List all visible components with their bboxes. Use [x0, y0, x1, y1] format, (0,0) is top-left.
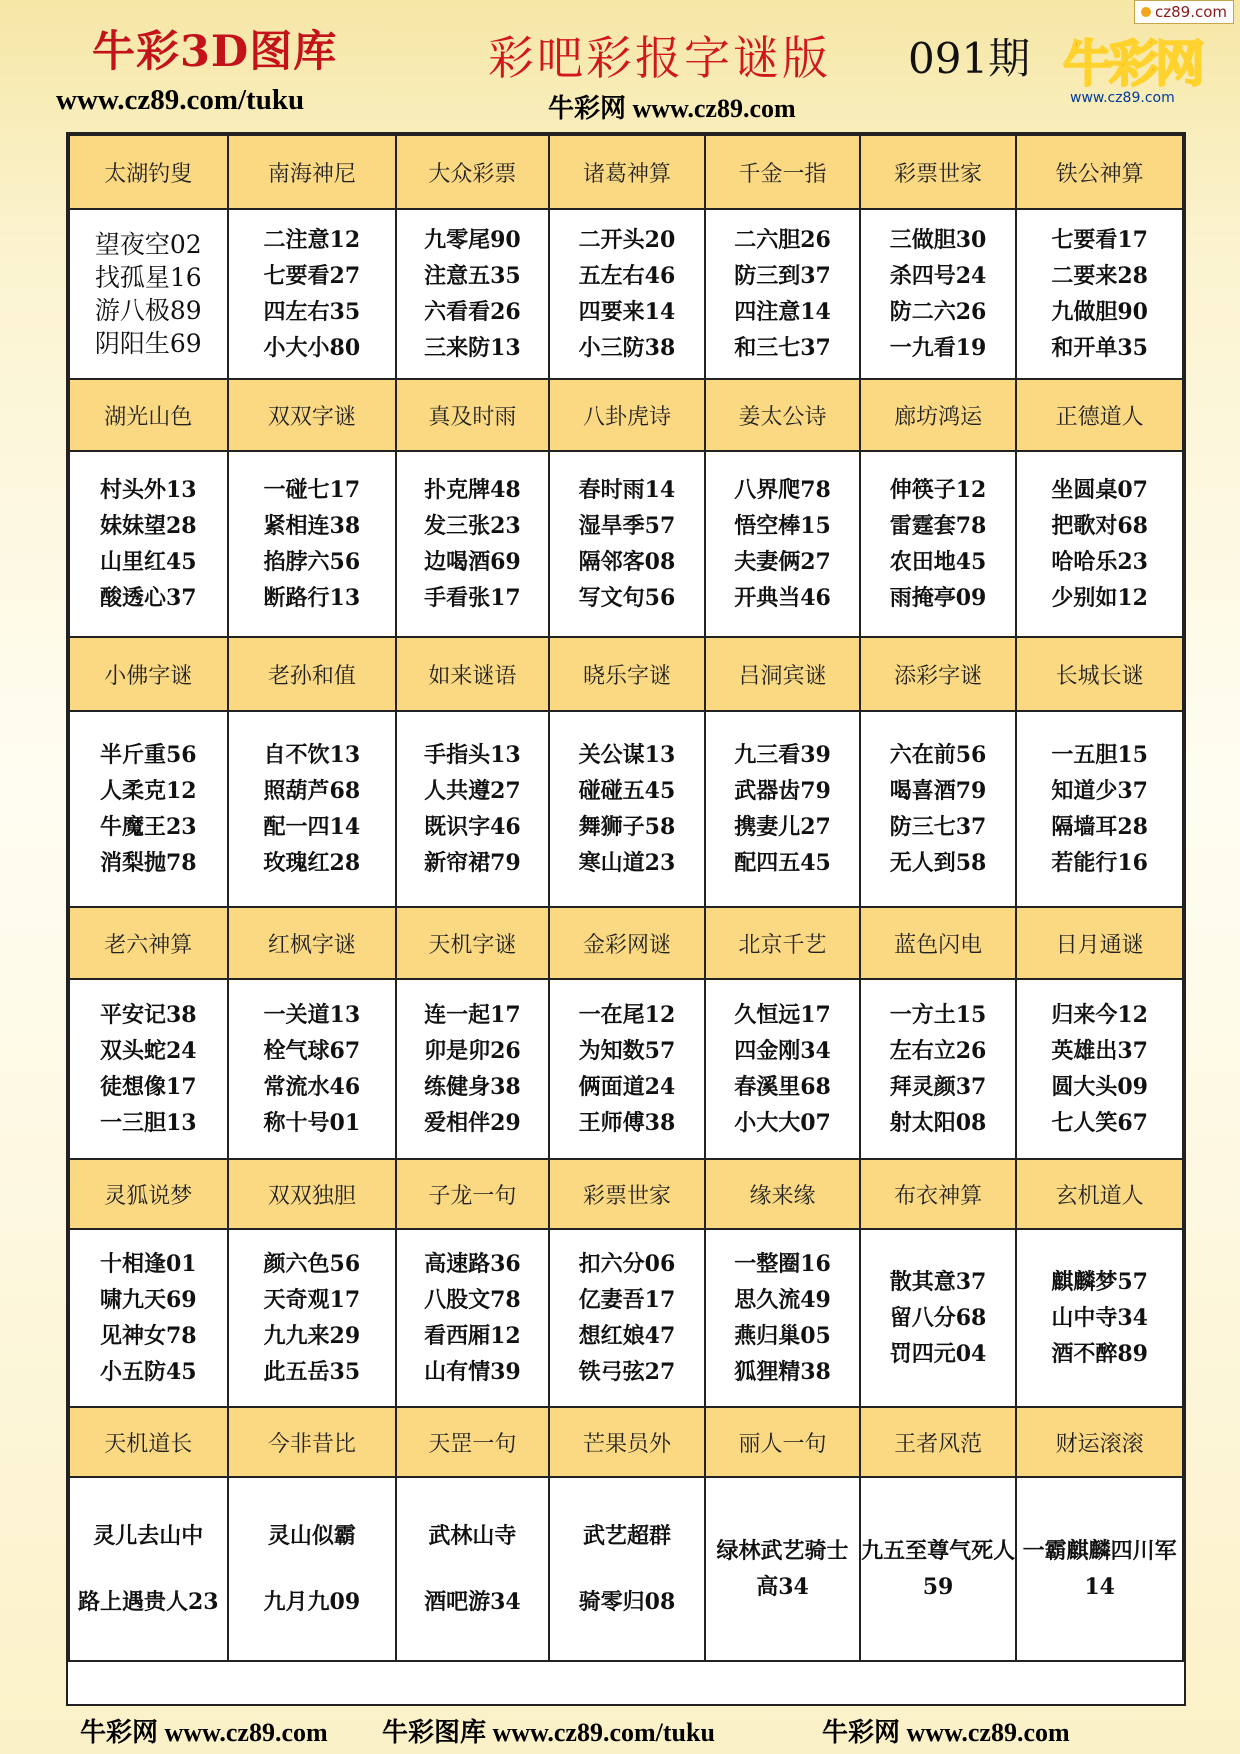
puzzle-line: 八界爬78	[734, 477, 831, 503]
puzzle-line: 哈哈乐23	[1051, 549, 1148, 575]
puzzle-cell	[549, 1229, 706, 1407]
predictor-name: 千金一指	[705, 135, 860, 209]
logo-text: 牛彩网	[1063, 35, 1201, 93]
puzzle-line: 掐脖六56	[263, 549, 361, 575]
puzzle-line: 射太阳08	[889, 1110, 987, 1136]
puzzle-table-container	[66, 132, 1186, 1706]
puzzle-line: 携妻儿27	[734, 814, 831, 840]
puzzle-cell	[396, 711, 549, 907]
puzzle-line: 麒麟梦57	[1051, 1269, 1148, 1295]
puzzle-line: 四金刚34	[734, 1038, 831, 1064]
puzzle-cell	[860, 1229, 1017, 1407]
puzzle-line: 圆大头09	[1051, 1074, 1148, 1100]
puzzle-line: 紧相连38	[263, 513, 361, 539]
puzzle-line: 一关道13	[263, 1002, 361, 1028]
puzzle-line: 悟空棒15	[734, 513, 831, 539]
puzzle-line: 一五胆15	[1051, 742, 1148, 768]
puzzle-line: 小大大07	[734, 1110, 831, 1136]
puzzle-line: 留八分68	[889, 1305, 987, 1331]
puzzle-line: 湿旱季57	[578, 513, 676, 539]
puzzle-line: 春溪里68	[734, 1074, 831, 1100]
puzzle-cell	[396, 209, 549, 379]
puzzle-line: 散其意37	[889, 1269, 987, 1295]
predictor-name: 缘来缘	[705, 1159, 860, 1229]
puzzle-line: 栓气球67	[263, 1038, 361, 1064]
puzzle-cell	[705, 711, 860, 907]
predictor-name: 金彩网谜	[549, 907, 706, 979]
puzzle-line: 开典当46	[734, 585, 831, 611]
puzzle-cell	[228, 711, 397, 907]
puzzle-line: 一在尾12	[578, 1002, 676, 1028]
puzzle-line: 连一起17	[424, 1002, 521, 1028]
predictor-name: 日月通谜	[1016, 907, 1183, 979]
puzzle-line: 归来今12	[1051, 1002, 1148, 1028]
puzzle-line: 高速路36	[424, 1251, 521, 1277]
puzzle-line: 发三张23	[424, 513, 521, 539]
content-row	[69, 711, 1183, 907]
puzzle-line: 天奇观17	[263, 1287, 361, 1313]
puzzle-line: 王师傅38	[578, 1110, 676, 1136]
puzzle-line: 九五至尊气死人59	[861, 1538, 1016, 1600]
predictor-name: 真及时雨	[396, 379, 549, 451]
puzzle-line: 酒不醉89	[1051, 1341, 1148, 1367]
predictor-name: 双双字谜	[228, 379, 397, 451]
site-favicon-icon	[1141, 7, 1151, 17]
predictor-name: 吕洞宾谜	[705, 637, 860, 711]
puzzle-line: 亿妻吾17	[578, 1287, 676, 1313]
predictor-name: 长城长谜	[1016, 637, 1183, 711]
puzzle-line: 无人到58	[889, 850, 987, 876]
puzzle-line: 小大小80	[263, 335, 361, 361]
puzzle-cell	[549, 209, 706, 379]
puzzle-line: 二开头20	[578, 227, 676, 253]
puzzle-line: 村头外13	[99, 477, 197, 503]
puzzle-line: 颜六色56	[263, 1251, 361, 1277]
header-row	[69, 1407, 1183, 1477]
puzzle-line: 八股文78	[424, 1287, 521, 1313]
puzzle-line: 想红娘47	[578, 1323, 676, 1349]
puzzle-line: 武器齿79	[734, 778, 831, 804]
puzzle-line: 杀四号24	[889, 263, 987, 289]
predictor-name: 丽人一句	[705, 1407, 860, 1477]
puzzle-line: 酸透心37	[99, 585, 197, 611]
puzzle-line: 把歌对68	[1051, 513, 1148, 539]
puzzle-line: 灵儿去山中	[93, 1523, 204, 1549]
puzzle-cell	[705, 209, 860, 379]
puzzle-line: 喝喜酒79	[889, 778, 987, 804]
puzzle-line: 此五岳35	[263, 1359, 361, 1385]
puzzle-line: 双头蛇24	[99, 1038, 197, 1064]
puzzle-line: 坐圆桌07	[1051, 477, 1148, 503]
puzzle-line: 夫妻俩27	[734, 549, 831, 575]
puzzle-line: 绿林武艺骑士高34	[716, 1538, 849, 1600]
puzzle-line: 啸九天69	[99, 1287, 197, 1313]
puzzle-line: 游八极89	[94, 296, 202, 325]
footer-link-left[interactable]: 牛彩网 www.cz89.com	[80, 1718, 328, 1747]
predictor-name: 天罡一句	[396, 1407, 549, 1477]
predictor-name: 玄机道人	[1016, 1159, 1183, 1229]
predictor-name: 灵狐说梦	[69, 1159, 228, 1229]
puzzle-line: 扣六分06	[578, 1251, 676, 1277]
puzzle-line: 照葫芦68	[263, 778, 361, 804]
puzzle-line: 小三防38	[578, 335, 676, 361]
puzzle-line: 碰碰五45	[578, 778, 676, 804]
puzzle-line: 望夜空02	[94, 230, 202, 259]
predictor-name: 添彩字谜	[860, 637, 1017, 711]
puzzle-line: 知道少37	[1051, 778, 1148, 804]
puzzle-line: 二六胆26	[734, 227, 831, 253]
issue-number: 091期	[908, 34, 1031, 83]
predictor-name: 双双独胆	[228, 1159, 397, 1229]
puzzle-line: 练健身38	[424, 1074, 521, 1100]
puzzle-line: 六看看26	[424, 299, 521, 325]
puzzle-line: 防三七37	[889, 814, 987, 840]
puzzle-line: 春时雨14	[578, 477, 676, 503]
puzzle-line: 农田地45	[889, 549, 987, 575]
puzzle-line: 若能行16	[1051, 850, 1148, 876]
predictor-name: 如来谜语	[396, 637, 549, 711]
corner-url-badge[interactable]	[1134, 0, 1234, 24]
puzzle-line: 消梨抛78	[99, 850, 197, 876]
puzzle-line: 配四五45	[734, 850, 831, 876]
puzzle-line: 妹妹望28	[99, 513, 197, 539]
puzzle-line: 自不饮13	[263, 742, 361, 768]
puzzle-line: 防三到37	[734, 263, 831, 289]
puzzle-line: 思久流49	[734, 1287, 831, 1313]
footer-link-middle[interactable]: 牛彩图库 www.cz89.com/tuku	[382, 1718, 715, 1747]
predictor-name: 王者风范	[860, 1407, 1017, 1477]
puzzle-cell	[1016, 1477, 1183, 1661]
puzzle-cell	[396, 1477, 549, 1661]
predictor-name: 老孙和值	[228, 637, 397, 711]
puzzle-line: 骑零归08	[578, 1589, 676, 1615]
puzzle-cell	[549, 979, 706, 1159]
puzzle-line: 手看张17	[424, 585, 521, 611]
predictor-name: 财运滚滚	[1016, 1407, 1183, 1477]
puzzle-line: 狐狸精38	[734, 1359, 831, 1385]
footer-link-right[interactable]: 牛彩网 www.cz89.com	[822, 1718, 1070, 1747]
puzzle-cell	[228, 209, 397, 379]
predictor-name: 今非昔比	[228, 1407, 397, 1477]
puzzle-line: 雷霆套78	[889, 513, 987, 539]
puzzle-line: 灵山似霸	[267, 1523, 356, 1549]
puzzle-cell	[549, 1477, 706, 1661]
puzzle-line: 九月九09	[263, 1589, 361, 1615]
puzzle-cell	[228, 1229, 397, 1407]
puzzle-line: 左右立26	[889, 1038, 987, 1064]
puzzle-line: 关公谋13	[578, 742, 676, 768]
puzzle-line: 找孤星16	[94, 263, 202, 292]
puzzle-line: 扑克牌48	[424, 477, 521, 503]
puzzle-line: 十相逢01	[99, 1251, 197, 1277]
puzzle-line: 路上遇贵人23	[77, 1589, 219, 1615]
corner-url-text: cz89.com	[1154, 3, 1227, 21]
puzzle-line: 既识字46	[424, 814, 521, 840]
puzzle-line: 隔墙耳28	[1051, 814, 1148, 840]
puzzle-line: 三来防13	[424, 335, 521, 361]
puzzle-cell	[396, 1229, 549, 1407]
predictor-name: 小佛字谜	[69, 637, 228, 711]
puzzle-line: 平安记38	[99, 1002, 197, 1028]
predictor-name: 晓乐字谜	[549, 637, 706, 711]
logo-url: www.cz89.com	[1070, 90, 1175, 106]
puzzle-cell	[860, 711, 1017, 907]
predictor-name: 诸葛神算	[549, 135, 706, 209]
puzzle-line: 一霸麒麟四川军14	[1022, 1538, 1177, 1600]
puzzle-cell	[396, 979, 549, 1159]
puzzle-line: 写文句56	[578, 585, 676, 611]
puzzle-line: 伸筷子12	[889, 477, 987, 503]
puzzle-line: 山中寺34	[1051, 1305, 1148, 1331]
puzzle-line: 边喝酒69	[424, 549, 521, 575]
predictor-name: 太湖钓叟	[69, 135, 228, 209]
puzzle-cell	[860, 1477, 1017, 1661]
puzzle-cell	[396, 451, 549, 637]
puzzle-cell	[705, 1477, 860, 1661]
puzzle-line: 为知数57	[578, 1038, 676, 1064]
puzzle-line: 英雄出37	[1051, 1038, 1148, 1064]
site-gallery-title: 牛彩3D图库	[92, 27, 338, 77]
puzzle-cell	[860, 451, 1017, 637]
puzzle-line: 小五防45	[99, 1359, 197, 1385]
puzzle-line: 爱相伴29	[424, 1110, 521, 1136]
puzzle-line: 人柔克12	[99, 778, 197, 804]
puzzle-line: 拜灵颜37	[889, 1074, 987, 1100]
puzzle-line: 寒山道23	[578, 850, 676, 876]
puzzle-line: 武林山寺	[428, 1523, 517, 1549]
puzzle-cell	[1016, 451, 1183, 637]
puzzle-cell	[1016, 711, 1183, 907]
predictor-name: 南海神尼	[228, 135, 397, 209]
predictor-name: 天机字谜	[396, 907, 549, 979]
predictor-name: 大众彩票	[396, 135, 549, 209]
puzzle-cell	[549, 711, 706, 907]
puzzle-line: 铁弓弦27	[578, 1359, 676, 1385]
puzzle-line: 燕归巢05	[734, 1323, 831, 1349]
site-url[interactable]: 牛彩网 www.cz89.com	[548, 94, 796, 123]
puzzle-cell	[705, 979, 860, 1159]
puzzle-line: 俩面道24	[578, 1074, 676, 1100]
puzzle-cell	[860, 209, 1017, 379]
puzzle-cell	[69, 209, 228, 379]
predictor-name: 蓝色闪电	[860, 907, 1017, 979]
puzzle-line: 常流水46	[263, 1074, 361, 1100]
puzzle-line: 卯是卯26	[424, 1038, 521, 1064]
predictor-name: 彩票世家	[860, 135, 1017, 209]
puzzle-cell	[705, 451, 860, 637]
puzzle-line: 称十号01	[263, 1110, 361, 1136]
content-row	[69, 1477, 1183, 1661]
header-row	[69, 907, 1183, 979]
header-row	[69, 379, 1183, 451]
puzzle-cell	[705, 1229, 860, 1407]
puzzle-line: 阴阳生69	[94, 329, 202, 358]
page-title: 彩吧彩报字谜版	[488, 31, 831, 85]
puzzle-cell	[1016, 1229, 1183, 1407]
puzzle-cell	[549, 451, 706, 637]
puzzle-line: 一方土15	[889, 1002, 987, 1028]
puzzle-line: 防二六26	[889, 299, 987, 325]
puzzle-line: 二注意12	[263, 227, 361, 253]
content-row	[69, 1229, 1183, 1407]
puzzle-line: 山里红45	[99, 549, 197, 575]
predictor-name: 布衣神算	[860, 1159, 1017, 1229]
puzzle-line: 断路行13	[263, 585, 361, 611]
header-row	[69, 637, 1183, 711]
predictor-name: 廊坊鸿运	[860, 379, 1017, 451]
puzzle-line: 少别如12	[1051, 585, 1148, 611]
puzzle-line: 和开单35	[1051, 335, 1148, 361]
puzzle-line: 七人笑67	[1051, 1110, 1148, 1136]
puzzle-line: 九三看39	[734, 742, 831, 768]
puzzle-line: 七要看27	[263, 263, 361, 289]
puzzle-line: 舞狮子58	[578, 814, 676, 840]
puzzle-cell	[860, 979, 1017, 1159]
puzzle-line: 武艺超群	[582, 1523, 671, 1549]
puzzle-line: 雨掩亭09	[889, 585, 987, 611]
puzzle-line: 牛魔王23	[99, 814, 197, 840]
puzzle-line: 新帘裙79	[424, 850, 521, 876]
puzzle-line: 隔邻客08	[578, 549, 676, 575]
predictor-name: 湖光山色	[69, 379, 228, 451]
puzzle-line: 九九来29	[263, 1323, 361, 1349]
puzzle-cell	[69, 1477, 228, 1661]
gallery-url[interactable]: www.cz89.com/tuku	[56, 84, 305, 116]
predictor-name: 芒果员外	[549, 1407, 706, 1477]
puzzle-line: 九做胆90	[1051, 299, 1148, 325]
puzzle-line: 人共遵27	[424, 778, 521, 804]
puzzle-cell	[69, 979, 228, 1159]
predictor-name: 红枫字谜	[228, 907, 397, 979]
puzzle-cell	[69, 1229, 228, 1407]
puzzle-line: 七要看17	[1051, 227, 1148, 253]
puzzle-line: 徒想像17	[99, 1074, 197, 1100]
puzzle-cell	[1016, 979, 1183, 1159]
puzzle-line: 九零尾90	[424, 227, 521, 253]
puzzle-line: 五左右46	[578, 263, 676, 289]
predictor-name: 彩票世家	[549, 1159, 706, 1229]
content-row	[69, 451, 1183, 637]
puzzle-table	[68, 134, 1184, 1662]
predictor-name: 北京千艺	[705, 907, 860, 979]
puzzle-cell	[228, 979, 397, 1159]
puzzle-line: 四要来14	[578, 299, 676, 325]
puzzle-cell	[1016, 209, 1183, 379]
puzzle-line: 四左右35	[263, 299, 361, 325]
puzzle-line: 注意五35	[424, 263, 521, 289]
site-logo	[1062, 24, 1202, 112]
header-row	[69, 135, 1183, 209]
predictor-name: 正德道人	[1016, 379, 1183, 451]
puzzle-line: 一三胆13	[99, 1110, 197, 1136]
puzzle-line: 玫瑰红28	[263, 850, 361, 876]
content-row	[69, 979, 1183, 1159]
puzzle-line: 酒吧游34	[424, 1589, 521, 1615]
puzzle-line: 一碰七17	[263, 477, 361, 503]
puzzle-cell	[69, 451, 228, 637]
puzzle-line: 三做胆30	[889, 227, 987, 253]
predictor-name: 姜太公诗	[705, 379, 860, 451]
header-row	[69, 1159, 1183, 1229]
puzzle-line: 手指头13	[424, 742, 521, 768]
predictor-name: 天机道长	[69, 1407, 228, 1477]
puzzle-line: 一整圈16	[734, 1251, 831, 1277]
puzzle-line: 山有情39	[424, 1359, 521, 1385]
puzzle-line: 久恒远17	[734, 1002, 831, 1028]
puzzle-line: 和三七37	[734, 335, 831, 361]
puzzle-line: 见神女78	[99, 1323, 197, 1349]
puzzle-cell	[228, 451, 397, 637]
puzzle-line: 配一四14	[263, 814, 361, 840]
predictor-name: 老六神算	[69, 907, 228, 979]
puzzle-line: 看西厢12	[424, 1323, 521, 1349]
puzzle-line: 罚四元04	[889, 1341, 987, 1367]
puzzle-line: 六在前56	[889, 742, 987, 768]
content-row	[69, 209, 1183, 379]
puzzle-cell	[228, 1477, 397, 1661]
puzzle-line: 一九看19	[889, 335, 987, 361]
puzzle-cell	[69, 711, 228, 907]
puzzle-line: 四注意14	[734, 299, 831, 325]
puzzle-line: 半斤重56	[99, 742, 197, 768]
predictor-name: 铁公神算	[1016, 135, 1183, 209]
predictor-name: 子龙一句	[396, 1159, 549, 1229]
predictor-name: 八卦虎诗	[549, 379, 706, 451]
puzzle-line: 二要来28	[1051, 263, 1148, 289]
